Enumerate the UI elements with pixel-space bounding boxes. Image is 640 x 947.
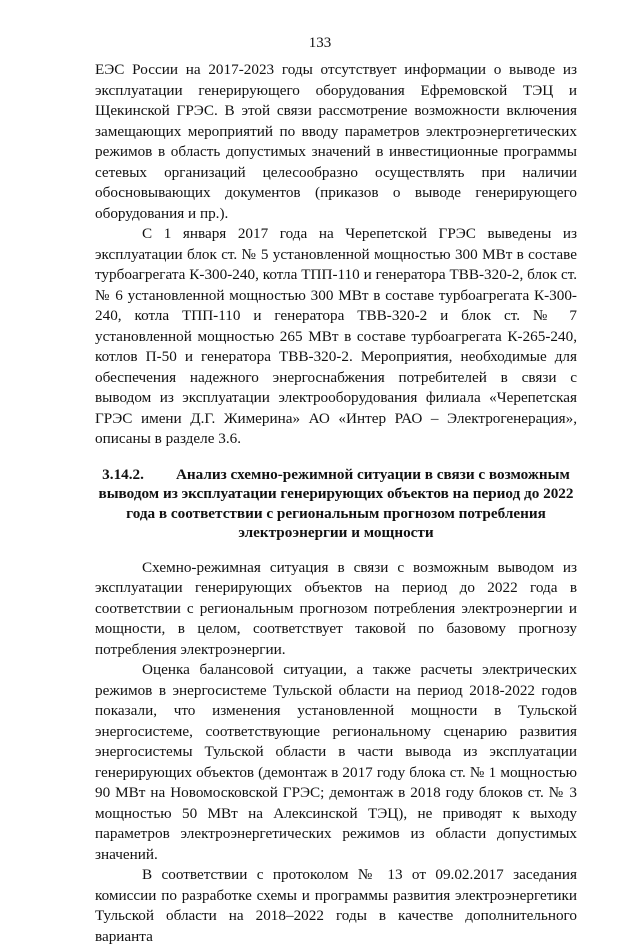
page-number: 133	[308, 35, 332, 51]
paragraph-continuation: ЕЭС России на 2017-2023 годы отсутствует информации о выводе из эксплуатации генерирующего оборудования Ефремовской ТЭЦ и Щекинской ГРЭС. В этой связи рассмотрение возможности включения замещающих мероприятий по вводу параметров электроэнергетических режимов в область допустимых значений в инвестиционные программы сетевых организаций целесообразно осуществлять при наличии обосновывающих документов (приказов о выводе генерирующего оборудования и пр.).	[95, 61, 577, 222]
section-number: 3.14.2.	[102, 465, 144, 483]
section-title: Анализ схемно-режимной ситуации в связи с возможным выводом из эксплуатации генерирующих объектов на период до 2022 года в соответствии с региональным прогнозом потребления электроэнергии и мощности	[98, 465, 574, 541]
paragraph-scheme-situation: Схемно-режимная ситуация в связи с возможным выводом из эксплуатации генерирующих объектов на период до 2022 года в соответствии с региональным прогнозом потребления электроэнергии и мощности, в целом, соответствует таковой по базовому прогнозу потребления электроэнергии.	[95, 558, 577, 658]
section-heading	[95, 465, 577, 543]
paragraph-cherepetskaya: С 1 января 2017 года на Черепетской ГРЭС выведены из эксплуатации блок ст. № 5 установленной мощностью 300 МВт в составе турбоагрегата К-300-240, котла ТПП-110 и генератора ТВВ-320-2, блок ст. № 6 установленной мощностью 300 МВт в составе турбоагрегата К-300-240, котла ТПП-110 и генератора ТВВ-320-2 и блок ст. № 7 установленной мощностью 265 МВт в составе турбоагрегата К-265-240, котлов П-50 и генератора ТВВ-320-2. Мероприятия, необходимые для обеспечения надежного энергоснабжения потребителей в связи с выводом из эксплуатации электрооборудования филиала «Черепетская ГРЭС имени Д.Г. Жимерина» АО «Интер РАО – Электрогенерация», описаны в разделе 3.6.	[95, 225, 577, 447]
paragraph-protocol: В соответствии с протоколом № 13 от 09.02.2017 заседания комиссии по разработке схемы и программы развития электроэнергетики Тульской области на 2018–2022 годы в качестве дополнительного варианта	[95, 866, 577, 945]
paragraph-balance-assessment: Оценка балансовой ситуации, а также расчеты электрических режимов в энергосистеме Тульской области на период 2018-2022 годов показали, что изменения установленной мощности в Тульской энергосистеме, соответствующие региональному сценарию развития энергосистемы Тульской области в части вывода из эксплуатации генерирующих объектов (демонтаж в 2017 году блока ст. № 1 мощностью 90 МВт на Новомосковской ГРЭС; демонтаж в 2018 году блоков ст. № 3 мощностью 50 МВт на Алексинской ТЭЦ), не приводят к выходу параметров электроэнергетических режимов из области допустимых значений.	[95, 661, 577, 863]
page-content	[95, 60, 577, 947]
